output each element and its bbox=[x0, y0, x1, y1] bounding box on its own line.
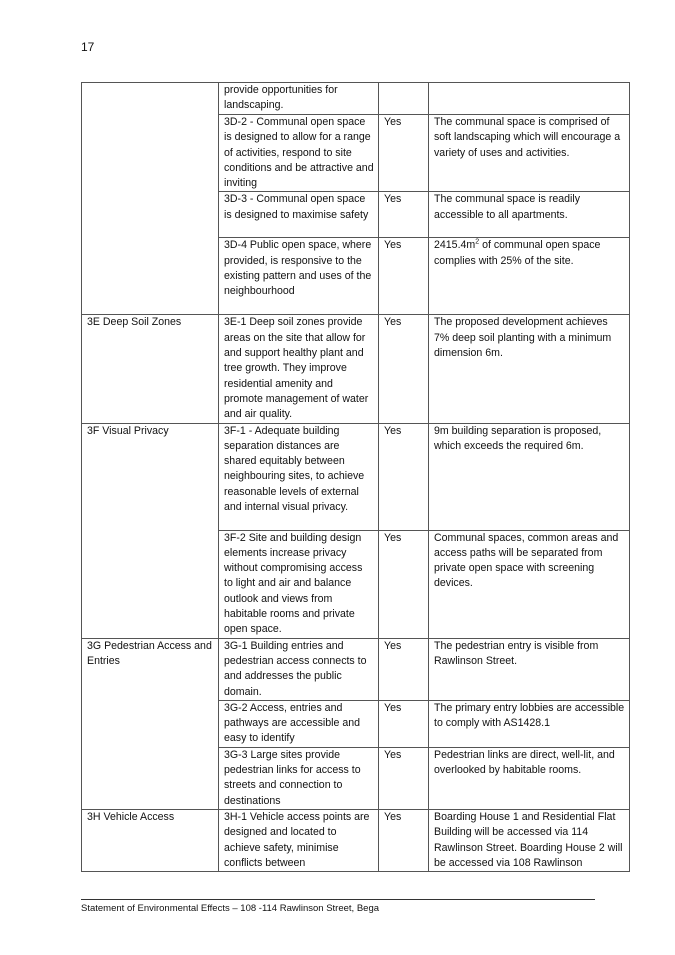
compliance-cell: Yes bbox=[379, 530, 429, 638]
section-cell bbox=[82, 238, 219, 315]
compliance-cell: Yes bbox=[379, 238, 429, 315]
section-cell: 3E Deep Soil Zones bbox=[82, 315, 219, 423]
table-row bbox=[82, 315, 630, 423]
area-unit-superscript: 2 bbox=[475, 238, 480, 246]
comment-cell: The communal space is comprised of soft landscaping which will encourage a variety of uses and activities. bbox=[429, 115, 630, 192]
section-cell: 3F Visual Privacy bbox=[82, 423, 219, 530]
table-row bbox=[82, 809, 630, 871]
control-cell: 3D-2 - Communal open space is designed to allow for a range of activities, respond to site conditions and be attractive and inviting bbox=[219, 115, 379, 192]
comment-cell: Boarding House 1 and Residential Flat Building will be accessed via 114 Rawlinson Street. Boarding House 2 will be accessed via 108 Rawlinson bbox=[429, 809, 630, 871]
compliance-cell: Yes bbox=[379, 115, 429, 192]
comment-text: of communal open space complies with 25% of the site. bbox=[434, 239, 601, 267]
compliance-cell: Yes bbox=[379, 700, 429, 747]
control-cell: 3D-4 Public open space, where provided, is responsive to the existing pattern and uses of the neighbourhood bbox=[219, 238, 379, 315]
comment-cell bbox=[429, 83, 630, 115]
table-row bbox=[82, 423, 630, 530]
table-row bbox=[82, 530, 630, 638]
section-cell bbox=[82, 192, 219, 238]
control-cell: provide opportunities for landscaping. bbox=[219, 83, 379, 115]
table-row bbox=[82, 700, 630, 747]
section-cell: 3G Pedestrian Access and Entries bbox=[82, 638, 219, 700]
area-value: 2415.4m bbox=[434, 239, 476, 252]
comment-cell bbox=[429, 238, 630, 315]
compliance-cell: Yes bbox=[379, 423, 429, 530]
table-row bbox=[82, 638, 630, 700]
table-row bbox=[82, 192, 630, 238]
compliance-cell: Yes bbox=[379, 638, 429, 700]
table-row bbox=[82, 115, 630, 192]
control-cell: 3G-1 Building entries and pedestrian access connects to and addresses the public domain. bbox=[219, 638, 379, 700]
control-cell: 3H-1 Vehicle access points are designed and located to achieve safety, minimise conflicts between bbox=[219, 809, 379, 871]
comment-cell: Pedestrian links are direct, well-lit, and overlooked by habitable rooms. bbox=[429, 747, 630, 809]
section-cell bbox=[82, 700, 219, 747]
control-cell: 3D-3 - Communal open space is designed to maximise safety bbox=[219, 192, 379, 238]
compliance-cell: Yes bbox=[379, 809, 429, 871]
compliance-cell bbox=[379, 83, 429, 115]
comment-cell: Communal spaces, common areas and access paths will be separated from private open space with screening devices. bbox=[429, 530, 630, 638]
section-cell bbox=[82, 747, 219, 809]
control-cell: 3G-2 Access, entries and pathways are accessible and easy to identify bbox=[219, 700, 379, 747]
section-cell: 3H Vehicle Access bbox=[82, 809, 219, 871]
table-row bbox=[82, 747, 630, 809]
comment-cell: The primary entry lobbies are accessible to comply with AS1428.1 bbox=[429, 700, 630, 747]
footer-divider bbox=[81, 899, 595, 900]
page-footer: Statement of Environmental Effects – 108 -114 Rawlinson Street, Bega bbox=[81, 903, 380, 914]
comment-cell: The proposed development achieves 7% deep soil planting with a minimum dimension 6m. bbox=[429, 315, 630, 423]
section-cell bbox=[82, 83, 219, 115]
section-cell bbox=[82, 530, 219, 638]
page-number: 17 bbox=[81, 40, 95, 54]
control-cell: 3F-2 Site and building design elements increase privacy without compromising access to light and air and balance outlook and views from habitable rooms and private open space. bbox=[219, 530, 379, 638]
control-cell: 3G-3 Large sites provide pedestrian links for access to streets and connection to destinations bbox=[219, 747, 379, 809]
comment-cell: The pedestrian entry is visible from Rawlinson Street. bbox=[429, 638, 630, 700]
compliance-table bbox=[81, 82, 630, 872]
section-cell bbox=[82, 115, 219, 192]
control-cell: 3F-1 - Adequate building separation distances are shared equitably between neighbouring sites, to achieve reasonable levels of external and internal visual privacy. bbox=[219, 423, 379, 530]
comment-cell: The communal space is readily accessible to all apartments. bbox=[429, 192, 630, 238]
comment-cell: 9m building separation is proposed, which exceeds the required 6m. bbox=[429, 423, 630, 530]
table-row bbox=[82, 238, 630, 315]
compliance-cell: Yes bbox=[379, 192, 429, 238]
compliance-cell: Yes bbox=[379, 747, 429, 809]
table-row bbox=[82, 83, 630, 115]
compliance-cell: Yes bbox=[379, 315, 429, 423]
control-cell: 3E-1 Deep soil zones provide areas on the site that allow for and support healthy plant and tree growth. They improve residential amenity and promote management of water and air quality. bbox=[219, 315, 379, 423]
